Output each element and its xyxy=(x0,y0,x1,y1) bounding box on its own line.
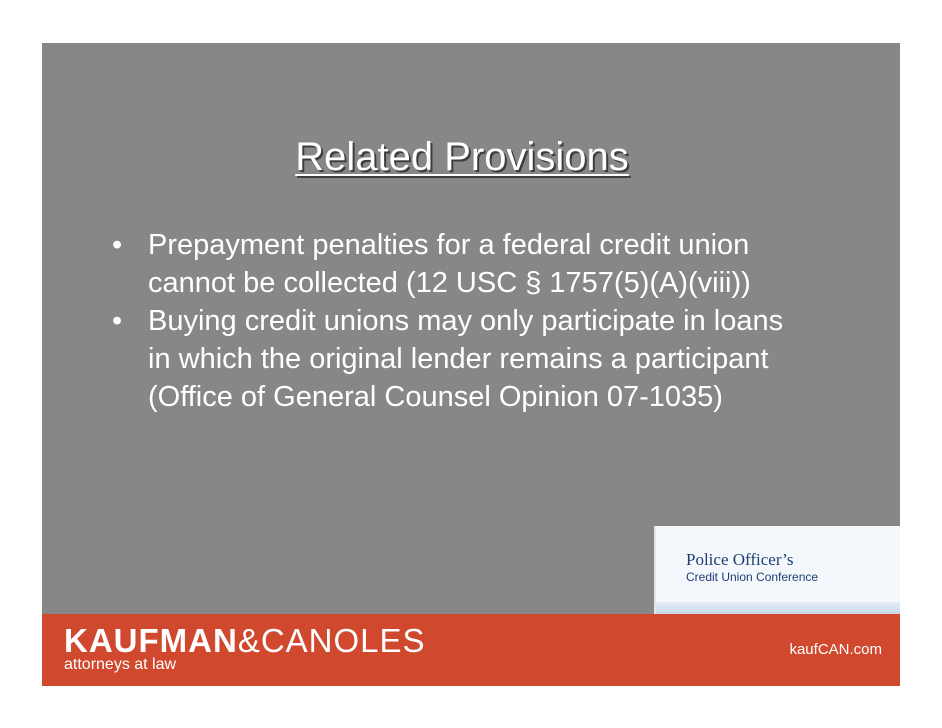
bullet-text: Buying credit unions may only participate in loans in which the original lender remains a participant (Office of General Counsel Opinion 07-1035) xyxy=(148,305,784,413)
firm-name-part1: KAUFMAN xyxy=(64,622,238,659)
bullet-item xyxy=(112,226,802,302)
conference-logo xyxy=(654,526,900,614)
firm-tagline: attorneys at law xyxy=(64,656,177,673)
slide-title: Related Provisions xyxy=(295,135,629,179)
conference-logo-title: Police Officer’s xyxy=(686,550,794,569)
bullet-text: Prepayment penalties for a federal credit union cannot be collected (12 USC § 1757(5)(A)(viii)) xyxy=(148,229,751,299)
bullet-item xyxy=(112,302,802,416)
website-link[interactable]: kaufCAN.com xyxy=(789,641,882,658)
firm-name-part2: CANOLES xyxy=(260,622,426,659)
firm-logo xyxy=(64,624,426,657)
slide xyxy=(42,43,900,686)
firm-name-ampersand: & xyxy=(237,622,261,659)
bullet-marker: • xyxy=(112,229,123,261)
conference-logo-strip xyxy=(656,602,900,614)
conference-logo-subtitle: Credit Union Conference xyxy=(686,570,819,584)
bullet-list xyxy=(112,226,802,416)
bullet-marker: • xyxy=(112,305,123,337)
footer-bar xyxy=(42,614,900,686)
